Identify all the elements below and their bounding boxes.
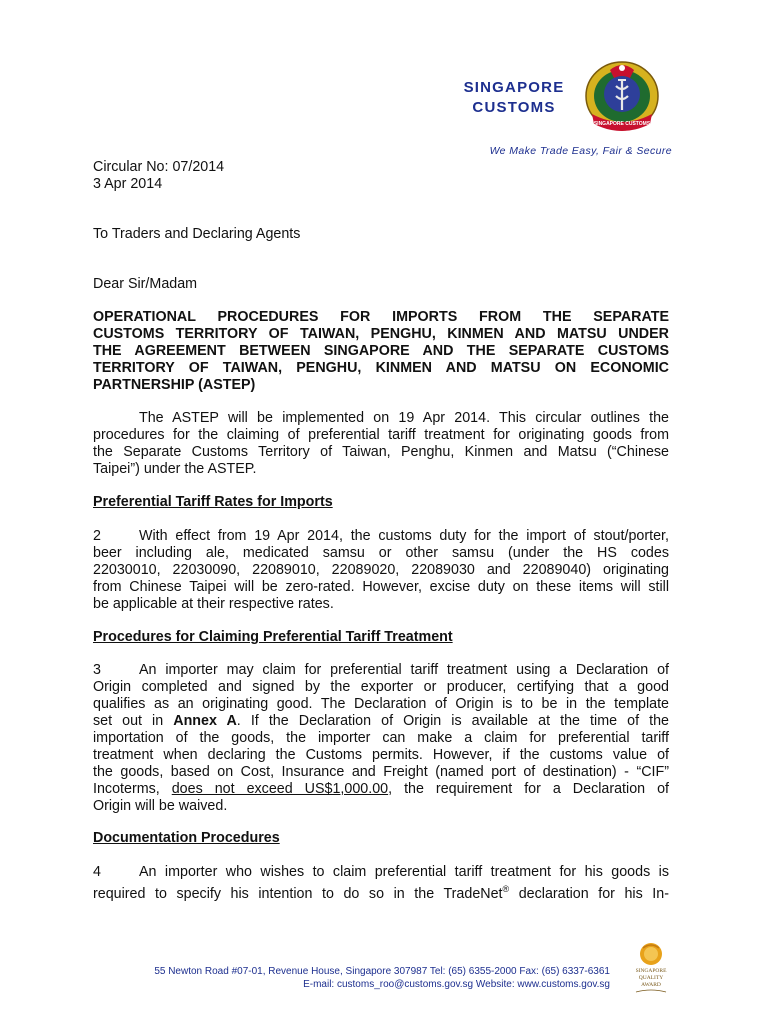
paragraph-number: 4 [93,864,101,880]
title-line: PARTNERSHIP (ASTEP) [93,377,256,393]
circular-date: 3 Apr 2014 [93,176,163,192]
paragraph-2 [93,528,669,613]
intro-line: the Separate Customs Territory of Taiwan, Penghu, Kinmen and Matsu (“Chinese [93,444,669,460]
tagline: We Make Trade Easy, Fair & Secure [489,145,672,157]
paragraph-line: With effect from 19 Apr 2014, the customs duty for the import of stout/porter, [139,528,669,544]
paragraph-3 [93,662,669,815]
paragraph-number: 3 [93,662,101,678]
paragraph-line: Origin will be waived. [93,798,228,814]
paragraph-line: beer including ale, medicated samsu or other samsu (under the HS codes [93,545,669,561]
section-heading-claiming-procedures: Procedures for Claiming Preferential Tariff Treatment [93,629,453,645]
paragraph-line: be applicable at their respective rates. [93,596,334,612]
text-run: . If the Declaration of Origin is available at the time of the [236,713,669,729]
registered-mark: ® [502,884,510,894]
title-line: THE AGREEMENT BETWEEN SINGAPORE AND THE SEPARATE CUSTOMS [93,343,669,359]
paragraph-line: the goods, based on Cost, Insurance and Freight (named port of destination) - “CIF” [93,764,669,780]
paragraph-line: An importer who wishes to claim preferential tariff treatment for his goods is [139,864,669,880]
text-run: set out in [93,713,164,729]
brand-line-1: SINGAPORE [463,79,565,96]
award-line: AWARD [641,982,661,988]
award-line: QUALITY [638,975,664,981]
paragraph-line: qualifies as an originating good. The Declaration of Origin is to be in the template [93,696,669,712]
brand-name [452,78,576,118]
title-line: TERRITORY OF TAIWAN, PENGHU, KINMEN AND MATSU ON ECONOMIC [93,360,669,376]
text-run: , the requirement for a Declaration of [388,781,670,797]
paragraph-line: An importer may claim for preferential tariff treatment using a Declaration of [139,662,669,678]
text-run: Incoterms, [93,781,160,797]
paragraph-line: Origin completed and signed by the exporter or producer, certifying that a good [93,679,669,695]
intro-line: procedures for the claiming of preferential tariff treatment for originating goods from [93,427,669,443]
paragraph-line: 22030010, 22030090, 22089010, 22089020, 22089030 and 22089040) originating [93,562,669,578]
brand-line-2: CUSTOMS [472,99,556,116]
title-line: OPERATIONAL PROCEDURES FOR IMPORTS FROM THE SEPARATE [93,309,669,325]
crest-ribbon-text: SINGAPORE CUSTOMS [593,121,651,127]
paragraph-line: treatment when declaring the Customs permits. However, if the customs value of [93,747,669,763]
text-run: required to specify his intention to do so in the TradeNet [93,885,503,902]
title-line: CUSTOMS TERRITORY OF TAIWAN, PENGHU, KINMEN AND MATSU UNDER [93,326,669,342]
annex-a-reference: Annex A [173,713,237,729]
award-line: SINGAPORE [635,968,667,974]
circular-title [93,309,669,394]
circular-number: Circular No: 07/2014 [93,159,225,175]
section-heading-tariff-rates: Preferential Tariff Rates for Imports [93,494,333,510]
intro-paragraph [93,410,669,478]
intro-line: Taipei”) under the ASTEP. [93,461,257,477]
recipients: To Traders and Declaring Agents [93,226,301,242]
section-heading-documentation: Documentation Procedures [93,830,280,846]
quality-award-logo [628,940,674,1000]
paragraph-number: 2 [93,528,101,544]
salutation: Dear Sir/Madam [93,276,198,292]
threshold-underlined: does not exceed US$1,000.00 [171,781,389,797]
footer-contact: E-mail: customs_roo@customs.gov.sg Website: www.customs.gov.sg [303,979,610,990]
intro-line: The ASTEP will be implemented on 19 Apr 2014. This circular outlines the [139,410,669,426]
text-run: declaration for his In- [509,885,669,902]
paragraph-line: importation of the goods, the importer can make a claim for preferential tariff [93,730,669,746]
paragraph-4 [93,864,669,903]
footer-address: 55 Newton Road #07-01, Revenue House, Singapore 307987 Tel: (65) 6355-2000 Fax: (65) 6337-6361 [154,966,610,977]
singapore-customs-crest-logo [580,56,664,140]
paragraph-line: from Chinese Taipei will be zero-rated. However, excise duty on these items will still [93,579,669,595]
